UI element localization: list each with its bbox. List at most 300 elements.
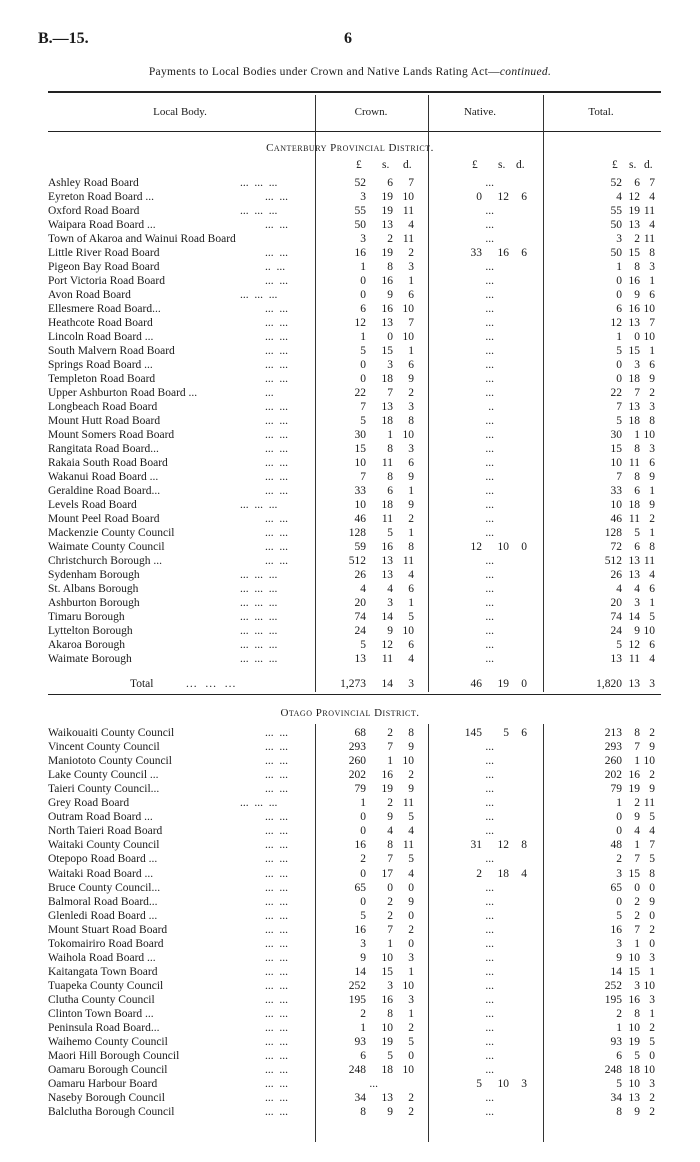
leader-dots: ... ... ... [240, 611, 278, 623]
column-header-total: Total. [588, 106, 614, 118]
crown-shillings: 19 [381, 247, 393, 259]
total-pence: 8 [649, 247, 655, 259]
native-shillings: 12 [497, 191, 509, 203]
native-pounds: 2 [476, 867, 482, 880]
table-row [0, 288, 700, 302]
native-pounds: ... [485, 331, 494, 343]
table-row [0, 923, 700, 937]
total-pence: 1 [649, 485, 655, 497]
crown-pence: 8 [408, 727, 414, 739]
leader-dots: ... ... [265, 1064, 288, 1077]
local-body-name: Eyreton Road Board ... [48, 191, 155, 203]
crown-shillings: 7 [387, 853, 393, 866]
section-bottom-rule [48, 694, 661, 695]
crown-pence: 10 [402, 429, 414, 441]
crown-shillings: 6 [387, 177, 393, 189]
local-body-name: Longbeach Road Board [48, 401, 158, 413]
native-pounds: ... [485, 205, 494, 217]
crown-pence: 2 [408, 247, 414, 259]
total-shillings: 13 [628, 401, 640, 413]
table-row [0, 852, 700, 866]
crown-shillings: 2 [387, 727, 393, 739]
native-pounds: ... [485, 611, 494, 623]
crown-pence: 5 [408, 853, 414, 866]
crown-pounds: 1,273 [340, 678, 366, 690]
local-body-name: Christchurch Borough ... [48, 555, 163, 567]
total-pence: 10 [643, 755, 655, 768]
table-row [0, 937, 700, 951]
leader-dots: ... ... [265, 1008, 288, 1020]
crown-pounds: 65 [354, 881, 366, 894]
total-pounds: 5 [616, 909, 622, 922]
native-pounds: ... [485, 499, 494, 511]
crown-shillings: 13 [381, 401, 393, 413]
crown-pounds: 13 [354, 653, 366, 665]
total-pence: 0 [649, 1050, 655, 1063]
crown-pence: 9 [408, 783, 414, 796]
crown-shillings: 11 [381, 457, 393, 469]
native-pounds: ... [485, 457, 494, 469]
table-title-continued: continued. [499, 66, 552, 78]
total-pence: 2 [649, 513, 655, 525]
native-pounds: ... [485, 275, 494, 287]
total-pence: 1 [649, 275, 655, 287]
total-shillings: 8 [634, 443, 640, 455]
table-row [0, 1105, 700, 1119]
table-row [0, 740, 700, 754]
total-shillings: 13 [628, 678, 640, 690]
total-pounds: 13 [610, 653, 622, 665]
total-shillings: 8 [634, 1008, 640, 1020]
table-row [0, 754, 700, 768]
native-pounds: ... [485, 853, 494, 866]
native-shillings: 10 [497, 1078, 509, 1091]
table-row [0, 881, 700, 895]
crown-shillings: 14 [381, 678, 393, 690]
native-shillings: 18 [497, 867, 509, 880]
crown-shillings: 11 [381, 653, 393, 665]
total-shillings: 19 [628, 783, 640, 796]
local-body-name: Peninsula Road Board... [48, 1022, 160, 1035]
total-shillings: 1 [634, 755, 640, 768]
leader-dots: ... ... ... [240, 625, 278, 637]
crown-pounds: 512 [348, 555, 366, 567]
total-pence: 6 [649, 457, 655, 469]
crown-pence: 2 [408, 1092, 414, 1105]
total-pounds: 293 [604, 741, 622, 754]
native-pence: 4 [521, 867, 527, 880]
crown-pounds: 0 [360, 825, 366, 838]
crown-pounds: 59 [354, 541, 366, 553]
crown-pence: 3 [408, 261, 414, 273]
total-shillings: 8 [634, 471, 640, 483]
crown-shillings: 13 [381, 1092, 393, 1105]
local-body-name: Mount Hutt Road Board [48, 415, 161, 427]
crown-pence: 10 [402, 625, 414, 637]
crown-shillings: 8 [387, 471, 393, 483]
total-pounds: 195 [604, 993, 622, 1006]
total-pounds: 79 [610, 783, 622, 796]
total-pounds: 3 [616, 937, 622, 950]
crown-shillings: 8 [387, 261, 393, 273]
native-unit-pence: d. [516, 159, 525, 171]
crown-shillings: 10 [381, 951, 393, 964]
total-pence: 1 [649, 345, 655, 357]
total-shillings: 0 [634, 881, 640, 894]
total-pounds: 213 [604, 727, 622, 739]
native-pounds: ... [485, 1050, 494, 1063]
table-row [0, 526, 700, 540]
native-pounds: ... [485, 993, 494, 1006]
native-pounds: 33 [470, 247, 482, 259]
crown-shillings: 8 [387, 1008, 393, 1020]
local-body-name: Oxford Road Board [48, 205, 140, 217]
native-pence: 6 [521, 247, 527, 259]
native-pounds: 145 [464, 727, 482, 739]
crown-pounds: 0 [360, 895, 366, 908]
total-pence: 10 [643, 429, 655, 441]
native-pounds: ... [485, 261, 494, 273]
crown-pounds: 7 [360, 401, 366, 413]
leader-dots: ... ... ... [240, 499, 278, 511]
total-pence: 11 [643, 205, 655, 217]
total-shillings: 18 [628, 373, 640, 385]
total-pence: 9 [649, 895, 655, 908]
crown-pence: 11 [402, 205, 414, 217]
total-shillings: 10 [628, 951, 640, 964]
table-row [0, 218, 700, 232]
table-row [0, 624, 700, 638]
total-shillings: 16 [628, 303, 640, 315]
total-pounds: 1 [616, 331, 622, 343]
total-pounds: 20 [610, 597, 622, 609]
total-pence: 4 [649, 825, 655, 838]
total-pounds: 55 [610, 205, 622, 217]
total-shillings: 1 [634, 937, 640, 950]
local-body-name: Akaroa Borough [48, 639, 125, 651]
crown-pounds: 3 [360, 191, 366, 203]
crown-pence: 5 [408, 611, 414, 623]
local-body-name: Mount Stuart Road Board [48, 923, 168, 936]
crown-pence: 6 [408, 583, 414, 595]
local-body-name: Oamaru Harbour Board [48, 1078, 158, 1091]
crown-pounds: 46 [354, 513, 366, 525]
leader-dots: ... ... ... [240, 597, 278, 609]
crown-pence: 1 [408, 1008, 414, 1020]
crown-pence: 9 [408, 895, 414, 908]
crown-shillings: 13 [381, 555, 393, 567]
total-pounds: 48 [610, 839, 622, 852]
local-body-name: Town of Akaroa and Wainui Road Board [48, 233, 236, 245]
total-shillings: 18 [628, 499, 640, 511]
table-row [0, 540, 700, 554]
total-pounds: 202 [604, 769, 622, 782]
table-row [0, 274, 700, 288]
leader-dots: ... ... ... [240, 653, 278, 665]
native-pounds: ... [485, 415, 494, 427]
total-shillings: 12 [628, 639, 640, 651]
crown-pounds: 195 [348, 993, 366, 1006]
leader-dots: ... ... [265, 1050, 288, 1063]
leader-dots: ... ... [265, 247, 288, 259]
native-pounds: 31 [470, 839, 482, 852]
total-pounds: 72 [610, 541, 622, 553]
crown-pounds: 50 [354, 219, 366, 231]
total-pounds: 6 [616, 303, 622, 315]
total-pounds: 6 [616, 1050, 622, 1063]
total-shillings: 11 [628, 457, 640, 469]
table-row [0, 1021, 700, 1035]
column-header-crown: Crown. [354, 106, 388, 118]
local-body-name: Naseby Borough Council [48, 1092, 165, 1105]
table-row [0, 796, 700, 810]
native-shillings: 12 [497, 839, 509, 852]
total-shillings: 0 [634, 331, 640, 343]
total-pounds: 5 [616, 639, 622, 651]
crown-pounds: 5 [360, 909, 366, 922]
total-shillings: 13 [628, 569, 640, 581]
total-pounds: 7 [616, 401, 622, 413]
total-pence: 0 [649, 937, 655, 950]
local-body-name: Rakaia South Road Board [48, 457, 168, 469]
total-pounds: 8 [616, 1106, 622, 1119]
native-pence: 6 [521, 191, 527, 203]
total-pounds: 26 [610, 569, 622, 581]
crown-shillings: 9 [387, 289, 393, 301]
table-row [0, 726, 700, 740]
crown-pence: 10 [402, 979, 414, 992]
leader-dots: ... ... [265, 471, 288, 483]
crown-shillings: 2 [387, 233, 393, 245]
crown-shillings: 16 [381, 541, 393, 553]
local-body-name: Heathcote Road Board [48, 317, 153, 329]
total-pounds: 12 [610, 317, 622, 329]
section-title: Otago Provincial District. [280, 707, 420, 719]
total-pence: 3 [649, 678, 655, 690]
leader-dots: ... ... [265, 1092, 288, 1105]
total-pence: 5 [649, 611, 655, 623]
crown-shillings: 1 [387, 937, 393, 950]
table-row [0, 204, 700, 218]
local-body-name: Mount Peel Road Board [48, 513, 160, 525]
total-pence: 5 [649, 853, 655, 866]
table-row [0, 498, 700, 512]
header-top-rule [48, 91, 661, 93]
native-pounds: ... [485, 345, 494, 357]
total-pence: 1 [649, 527, 655, 539]
crown-pence: 2 [408, 923, 414, 936]
table-row [0, 246, 700, 260]
total-pence: 9 [649, 471, 655, 483]
native-unit-pound: £ [472, 159, 478, 171]
crown-pence: 1 [408, 965, 414, 978]
page-number: 6 [344, 30, 352, 47]
native-pounds: ... [485, 1106, 494, 1119]
total-pence: 0 [649, 909, 655, 922]
local-body-name: St. Albans Borough [48, 583, 139, 595]
total-pence: 1 [649, 965, 655, 978]
crown-pence: 6 [408, 639, 414, 651]
leader-dots: ... ... [265, 727, 288, 739]
total-shillings: 18 [628, 415, 640, 427]
table-row [0, 965, 700, 979]
crown-pence: 10 [402, 1064, 414, 1077]
total-pence: 3 [649, 261, 655, 273]
leader-dots: ... ... ... [240, 797, 278, 810]
total-pounds: 1,820 [596, 678, 622, 690]
crown-pence: 3 [408, 678, 414, 690]
table-row [0, 867, 700, 881]
native-pounds: ... [485, 597, 494, 609]
native-pounds: ... [485, 1036, 494, 1049]
local-body-name: Mackenzie County Council [48, 527, 175, 539]
total-shillings: 6 [634, 485, 640, 497]
total-pence: 3 [649, 993, 655, 1006]
total-shillings: 15 [628, 867, 640, 880]
native-pounds: ... [485, 555, 494, 567]
table-row [0, 554, 700, 568]
total-pounds: 4 [616, 191, 622, 203]
native-pounds: ... [485, 755, 494, 768]
local-body-name: Upper Ashburton Road Board ... [48, 387, 198, 399]
leader-dots: ... ... [265, 1106, 288, 1119]
table-row [0, 1049, 700, 1063]
native-pounds: ... [485, 513, 494, 525]
leader-dots: ... ... [265, 867, 288, 880]
leader-dots: ... ... [265, 755, 288, 768]
local-body-name: Vincent County Council [48, 741, 160, 754]
total-pence: 3 [649, 401, 655, 413]
local-body-name: Port Victoria Road Board [48, 275, 165, 287]
local-body-name: Balclutha Borough Council [48, 1106, 175, 1119]
crown-pence: 2 [408, 1022, 414, 1035]
leader-dots: ... ... [265, 909, 288, 922]
crown-pence: 11 [402, 839, 414, 852]
table-row [0, 596, 700, 610]
local-body-name: Bruce County Council... [48, 881, 161, 894]
crown-pounds: 1 [360, 261, 366, 273]
leader-dots: ... [265, 387, 274, 399]
crown-pounds: 33 [354, 485, 366, 497]
leader-dots: ... ... [265, 811, 288, 824]
table-row [0, 810, 700, 824]
total-pounds: 33 [610, 485, 622, 497]
native-pounds: ... [485, 359, 494, 371]
native-pounds: ... [485, 937, 494, 950]
crown-pounds: 252 [348, 979, 366, 992]
local-body-name: Ellesmere Road Board... [48, 303, 161, 315]
total-pounds: 512 [604, 555, 622, 567]
total-pounds: 1 [616, 261, 622, 273]
crown-shillings: 18 [381, 1064, 393, 1077]
total-pounds: 50 [610, 247, 622, 259]
total-shillings: 14 [628, 611, 640, 623]
native-pounds: ... [485, 527, 494, 539]
leader-dots: ... ... [265, 317, 288, 329]
total-pounds: 52 [610, 177, 622, 189]
total-pounds: 248 [604, 1064, 622, 1077]
crown-pence: 7 [408, 317, 414, 329]
total-shillings: 6 [634, 541, 640, 553]
crown-pounds: 202 [348, 769, 366, 782]
total-shillings: 6 [634, 177, 640, 189]
crown-pounds: 16 [354, 839, 366, 852]
crown-pence: 9 [408, 741, 414, 754]
crown-pounds: 12 [354, 317, 366, 329]
total-pounds: 22 [610, 387, 622, 399]
local-body-name: Levels Road Board [48, 499, 137, 511]
leader-dots: ... ... [265, 853, 288, 866]
crown-shillings: 0 [387, 331, 393, 343]
total-pounds: 34 [610, 1092, 622, 1105]
total-pence: 8 [649, 867, 655, 880]
crown-pounds: 260 [348, 755, 366, 768]
leader-dots: ... ... [265, 993, 288, 1006]
total-shillings: 13 [628, 1092, 640, 1105]
total-pence: 5 [649, 811, 655, 824]
crown-shillings: 4 [387, 583, 393, 595]
crown-shillings: 7 [387, 923, 393, 936]
crown-shillings: 2 [387, 909, 393, 922]
crown-shillings: 13 [381, 317, 393, 329]
native-pence: 0 [521, 541, 527, 553]
column-header-local-body: Local Body. [153, 106, 207, 118]
total-pounds: 2 [616, 853, 622, 866]
total-pence: 11 [643, 797, 655, 810]
total-pence: 7 [649, 177, 655, 189]
table-row [0, 456, 700, 470]
crown-pounds: 1 [360, 331, 366, 343]
native-pounds: ... [485, 485, 494, 497]
native-shillings: 5 [503, 727, 509, 739]
total-pence: 9 [649, 741, 655, 754]
total-pounds: 128 [604, 527, 622, 539]
table-row [0, 1035, 700, 1049]
crown-unit-shilling: s. [382, 159, 390, 171]
total-shillings: 7 [634, 387, 640, 399]
native-pence: 0 [521, 678, 527, 690]
crown-pence: 6 [408, 289, 414, 301]
total-shillings: 9 [634, 811, 640, 824]
crown-pence: 0 [408, 881, 414, 894]
table-row [0, 358, 700, 372]
leader-dots: ... ... [265, 303, 288, 315]
total-pounds: 260 [604, 755, 622, 768]
total-shillings: 3 [634, 979, 640, 992]
local-body-name: Grey Road Board [48, 797, 130, 810]
local-body-name: Geraldine Road Board... [48, 485, 161, 497]
crown-pounds: 0 [360, 811, 366, 824]
total-pence: 4 [649, 219, 655, 231]
crown-pence: 11 [402, 555, 414, 567]
total-shillings: 10 [628, 1022, 640, 1035]
local-body-name: Waikouaiti County Council [48, 727, 175, 739]
total-pence: 7 [649, 839, 655, 852]
total-pence: 9 [649, 499, 655, 511]
total-unit-pence: d. [644, 159, 653, 171]
total-pence: 2 [649, 1022, 655, 1035]
section-title: Canterbury Provincial District. [266, 142, 434, 154]
native-pounds: ... [485, 1022, 494, 1035]
native-pounds: ... [485, 219, 494, 231]
crown-pence: 4 [408, 569, 414, 581]
crown-shillings: 2 [387, 895, 393, 908]
table-row [0, 582, 700, 596]
total-pence: 5 [649, 1036, 655, 1049]
native-pounds: 5 [476, 1078, 482, 1091]
native-pounds: ... [485, 881, 494, 894]
total-shillings: 18 [628, 1064, 640, 1077]
